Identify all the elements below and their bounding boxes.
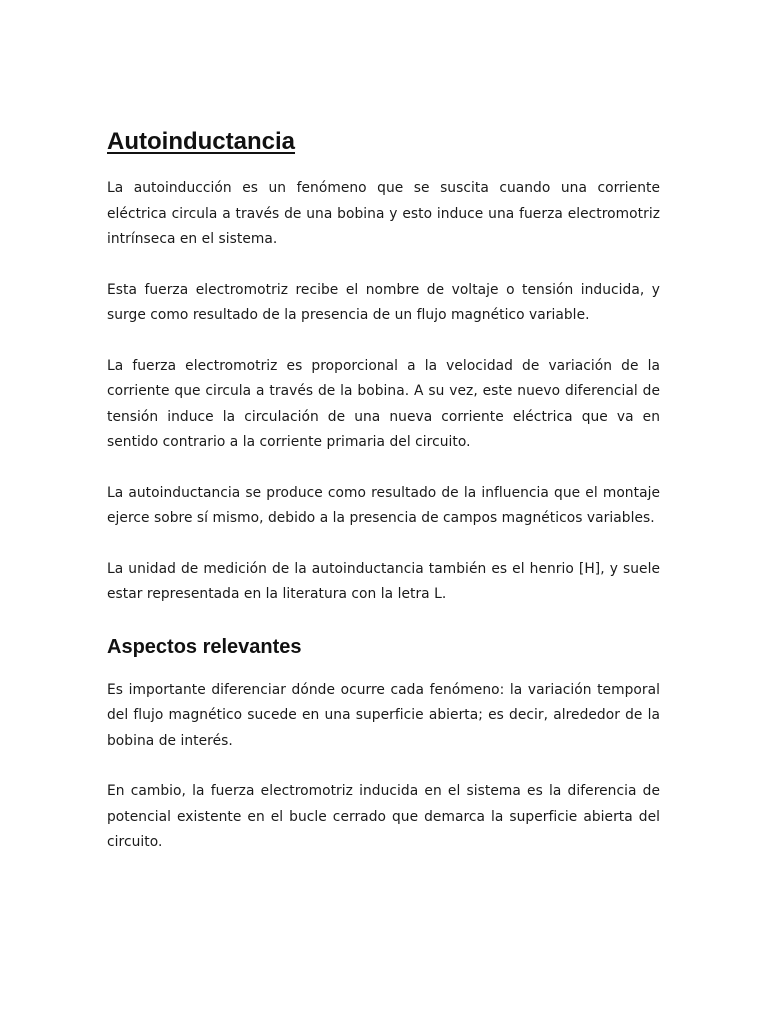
paragraph: Esta fuerza electromotriz recibe el nombre de voltaje o tensión inducida, y surge como resultado de la presencia de un flujo magnético variable. bbox=[107, 281, 660, 323]
paragraph: La unidad de medición de la autoinductancia también es el henrio [H], y suele estar representada en la literatura con la letra L. bbox=[107, 560, 660, 602]
paragraph: La autoinductancia se produce como resultado de la influencia que el montaje ejerce sobre sí mismo, debido a la presencia de campos magnéticos variables. bbox=[107, 484, 660, 526]
section-heading: Aspectos relevantes bbox=[107, 635, 302, 658]
document-page bbox=[107, 125, 660, 881]
paragraph: En cambio, la fuerza electromotriz inducida en el sistema es la diferencia de potencial existente en el bucle cerrado que demarca la superficie abierta del circuito. bbox=[107, 783, 660, 850]
document-title: Autoinductancia bbox=[107, 128, 296, 155]
paragraph: La fuerza electromotriz es proporcional a la velocidad de variación de la corriente que circula a través de la bobina. A su vez, este nuevo diferencial de tensión induce la circulación de una nueva corriente eléctrica que va en sentido contrario a la corriente primaria del circuito. bbox=[107, 357, 660, 450]
paragraph: La autoinducción es un fenómeno que se suscita cuando una corriente eléctrica circula a través de una bobina y esto induce una fuerza electromotriz intrínseca en el sistema. bbox=[107, 180, 660, 247]
paragraph: Es importante diferenciar dónde ocurre cada fenómeno: la variación temporal del flujo magnético sucede en una superficie abierta; es decir, alrededor de la bobina de interés. bbox=[107, 681, 660, 749]
